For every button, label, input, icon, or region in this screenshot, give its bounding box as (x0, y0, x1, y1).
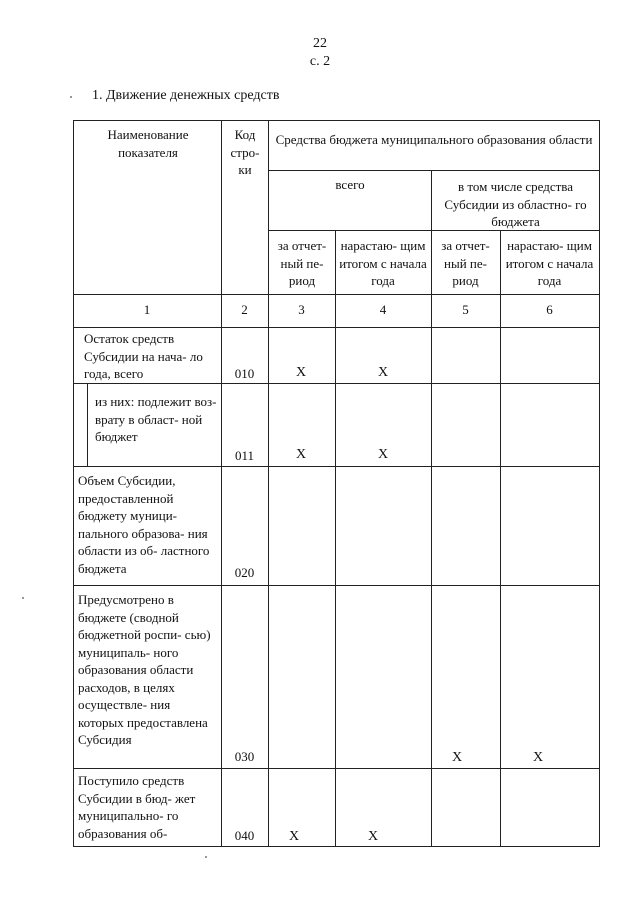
column-number: 3 (298, 302, 305, 317)
cell-x-mark: X (451, 750, 463, 765)
header-rule (73, 294, 600, 295)
header-total: всего (335, 177, 365, 192)
row-label: Поступило средств Субсидии в бюд- жет муниципально- го образования об- (78, 773, 196, 841)
column-number: 1 (143, 302, 151, 317)
header-col6: нарастаю- щим итогом с начала года (505, 238, 594, 288)
table-border-right (599, 120, 600, 847)
row-code: 010 (234, 366, 255, 381)
column-number: 6 (546, 302, 553, 317)
row-rule (73, 585, 600, 586)
row-rule (73, 768, 600, 769)
row-rule (73, 383, 600, 384)
row-rule (73, 466, 600, 467)
row-code: 011 (234, 448, 255, 463)
sheet-number: с. 2 (309, 54, 331, 69)
header-col4: нарастаю- щим итогом с начала года (339, 238, 427, 288)
page-number: 22 (313, 36, 327, 51)
header-code: Код стро- ки (230, 127, 260, 177)
row-label: Объем Субсидии, предоставленной бюджету муници- пального образова- ния области из об- ластного бюджета (78, 473, 210, 576)
column-rule (221, 120, 222, 847)
cell-x-mark: X (295, 447, 307, 462)
cell-x-mark: X (288, 829, 300, 844)
row-code: 040 (234, 828, 255, 843)
row-code: 020 (234, 565, 255, 580)
row-label: Предусмотрено в бюджете (сводной бюджетной роспи- сью) муниципаль- ного образования области расходов, в целях осуществле- ния которых предоставлена Субсидия (78, 592, 211, 747)
column-rule (500, 230, 501, 847)
cell-x-mark: X (532, 750, 544, 765)
header-col3: за отчет- ный пе- риод (277, 238, 327, 288)
cell-x-mark: X (295, 365, 307, 380)
header-rule (268, 170, 600, 171)
column-rule (335, 230, 336, 847)
scan-speck (22, 597, 24, 599)
indent-rule (87, 383, 88, 466)
scan-speck (205, 856, 207, 858)
row-code: 030 (234, 749, 255, 764)
row-label: Остаток средств Субсидии на нача- ло года, всего (84, 331, 203, 381)
row-label: из них: подлежит воз- врату в област- ной бюджет (95, 394, 217, 444)
header-including: в том числе средства Субсидии из областно- го бюджета (444, 179, 587, 229)
scan-speck (70, 96, 72, 98)
column-rule (268, 120, 269, 847)
table-border-top (73, 120, 600, 121)
column-rule (431, 170, 432, 847)
table-border-bottom (73, 846, 600, 847)
section-title: 1. Движение денежных средств (92, 88, 280, 103)
cash-flow-table (73, 120, 600, 847)
cell-x-mark: X (377, 447, 389, 462)
column-number: 4 (379, 302, 387, 317)
row-rule (73, 327, 600, 328)
cell-x-mark: X (367, 829, 379, 844)
column-number: 5 (462, 302, 469, 317)
column-number: 2 (241, 302, 248, 317)
header-name: Наименование показателя (107, 127, 189, 160)
header-col5: за отчет- ный пе- риод (441, 238, 490, 288)
header-budget-group: Средства бюджета муниципального образования области (275, 132, 593, 147)
table-border-left (73, 120, 74, 847)
cell-x-mark: X (377, 365, 389, 380)
